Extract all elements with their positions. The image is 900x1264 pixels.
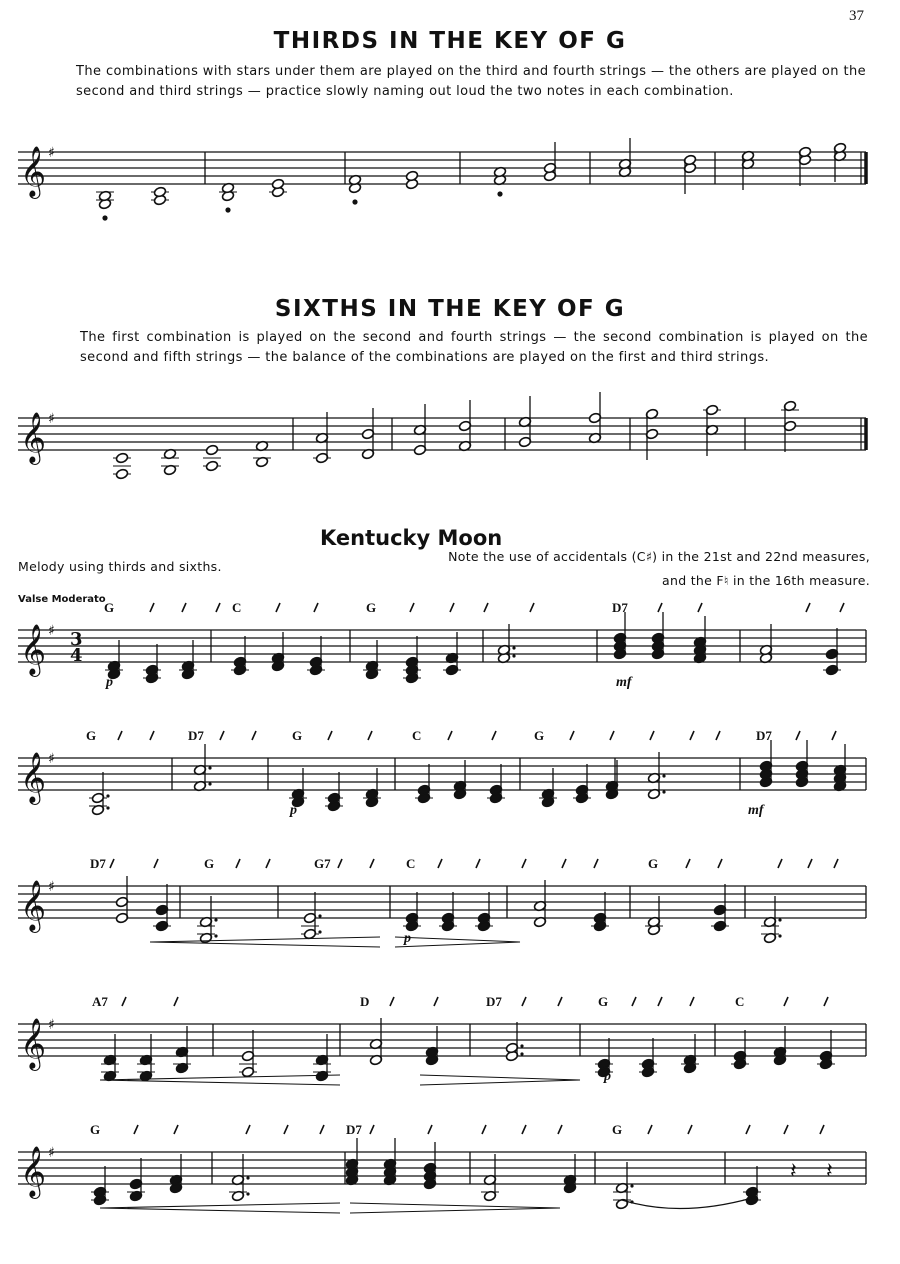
chord-symbol: D7 — [612, 600, 628, 615]
rhythm-slash — [438, 859, 442, 868]
rhythm-slash — [718, 859, 722, 868]
accidentals-note-line2: and the F♮ in the 16th measure. — [662, 573, 870, 588]
key-signature-sharp-icon: ♯ — [48, 751, 55, 767]
treble-clef-icon: 𝄞 — [20, 880, 47, 931]
augmentation-dot — [318, 914, 321, 917]
rhythm-slash — [338, 859, 342, 868]
augmentation-dot — [662, 790, 665, 793]
rhythm-slash — [482, 1125, 486, 1134]
rhythm-slash — [434, 997, 438, 1006]
crescendo-hairpin — [100, 1080, 340, 1085]
rhythm-slash — [530, 603, 534, 612]
augmentation-dot — [630, 1184, 633, 1187]
rhythm-slash — [150, 731, 154, 740]
star-marker — [102, 215, 107, 220]
melody-staff-2 — [0, 728, 900, 842]
song-subtitle: Melody using thirds and sixths. — [18, 559, 222, 574]
melody-staff-1 — [0, 600, 900, 714]
treble-clef-icon: 𝄞 — [20, 624, 47, 675]
chord-symbol: D7 — [756, 728, 772, 743]
rhythm-slash — [236, 859, 240, 868]
rhythm-slash — [320, 1125, 324, 1134]
chord-symbol: G — [292, 728, 303, 743]
rhythm-slash — [820, 1125, 824, 1134]
treble-clef-icon: 𝄞 — [20, 146, 47, 197]
chord-symbol: G — [598, 994, 609, 1009]
tie-slur — [622, 1198, 752, 1209]
rhythm-slash — [276, 603, 280, 612]
rhythm-slash — [522, 859, 526, 868]
decrescendo-hairpin — [420, 1080, 580, 1085]
treble-clef-icon: 𝄞 — [20, 752, 47, 803]
augmentation-dot — [520, 1052, 523, 1055]
rhythm-slash — [154, 859, 158, 868]
rhythm-slash — [122, 997, 126, 1006]
time-signature-denominator: 4 — [70, 645, 83, 666]
chord-symbol: C — [406, 856, 416, 871]
chord-symbol: G — [366, 600, 377, 615]
rhythm-slash — [716, 731, 720, 740]
tempo-marking: Valse Moderato — [18, 594, 106, 605]
rhythm-slash — [650, 731, 654, 740]
rhythm-slash — [686, 859, 690, 868]
note-head — [115, 468, 128, 480]
rhythm-slash — [450, 603, 454, 612]
rhythm-slash — [220, 731, 224, 740]
rhythm-slash — [150, 603, 154, 612]
dynamic-marking: mf — [748, 803, 764, 818]
rhythm-slash — [632, 997, 636, 1006]
augmentation-dot — [318, 930, 321, 933]
rhythm-slash — [698, 603, 702, 612]
chord-symbol: C — [232, 600, 242, 615]
treble-clef-icon: 𝄞 — [20, 412, 47, 463]
rhythm-slash — [690, 731, 694, 740]
dynamic-marking: p — [106, 675, 113, 690]
rhythm-slash — [688, 1125, 692, 1134]
augmentation-dot — [662, 774, 665, 777]
rhythm-slash — [134, 1125, 138, 1134]
chord-symbol: G — [86, 728, 97, 743]
crescendo-hairpin — [100, 1075, 340, 1080]
augmentation-dot — [520, 1044, 523, 1047]
decrescendo-hairpin — [420, 1075, 580, 1080]
quarter-rest-icon: 𝄽 — [790, 1159, 797, 1184]
melody-staff-3 — [0, 856, 900, 970]
decrescendo-hairpin — [350, 1208, 560, 1213]
rhythm-slash — [370, 859, 374, 868]
augmentation-dot — [208, 766, 211, 769]
rhythm-slash — [658, 997, 662, 1006]
rhythm-slash — [410, 603, 414, 612]
rhythm-slash — [784, 1125, 788, 1134]
rhythm-slash — [328, 731, 332, 740]
time-signature-numerator: 3 — [70, 629, 83, 650]
rhythm-slash — [174, 997, 178, 1006]
rhythm-slash — [808, 859, 812, 868]
sixths-staff — [0, 400, 900, 490]
quarter-rest-icon: 𝄽 — [826, 1159, 833, 1184]
key-signature-sharp-icon: ♯ — [48, 411, 55, 427]
rhythm-slash — [570, 731, 574, 740]
rhythm-slash — [648, 1125, 652, 1134]
crescendo-hairpin — [100, 1203, 340, 1208]
rhythm-slash — [796, 731, 800, 740]
treble-clef-icon: 𝄞 — [20, 1146, 47, 1197]
chord-symbol: G — [534, 728, 545, 743]
rhythm-slash — [784, 997, 788, 1006]
rhythm-slash — [832, 731, 836, 740]
chord-symbol: G — [104, 600, 115, 615]
sixths-title: SIXTHS IN THE KEY OF G — [274, 296, 626, 322]
augmentation-dot — [246, 1192, 249, 1195]
note-head — [205, 444, 218, 456]
augmentation-dot — [214, 918, 217, 921]
rhythm-slash — [834, 859, 838, 868]
chord-symbol: D — [360, 994, 370, 1009]
rhythm-slash — [492, 731, 496, 740]
star-marker — [352, 199, 357, 204]
chord-symbol: C — [412, 728, 422, 743]
rhythm-slash — [428, 1125, 432, 1134]
rhythm-slash — [174, 1125, 178, 1134]
augmentation-dot — [778, 918, 781, 921]
rhythm-slash — [522, 1125, 526, 1134]
melody-staff-4 — [0, 994, 900, 1108]
thirds-staff — [0, 136, 900, 226]
star-marker — [225, 207, 230, 212]
dynamic-marking: p — [604, 1069, 611, 1084]
decrescendo-hairpin — [350, 1203, 560, 1208]
chord-symbol: G — [90, 1122, 101, 1137]
chord-symbol: D7 — [188, 728, 204, 743]
chord-symbol: G — [204, 856, 215, 871]
chord-symbol: G7 — [314, 856, 331, 871]
accidentals-note-line1: Note the use of accidentals (C♯) in the 21st and 22nd measures, — [448, 549, 870, 564]
dynamic-marking: mf — [616, 675, 632, 690]
rhythm-slash — [610, 731, 614, 740]
dynamic-marking: p — [290, 803, 297, 818]
augmentation-dot — [208, 782, 211, 785]
thirds-title: THIRDS IN THE KEY OF G — [273, 28, 627, 54]
rhythm-slash — [806, 603, 810, 612]
key-signature-sharp-icon: ♯ — [48, 145, 55, 161]
rhythm-slash — [284, 1125, 288, 1134]
rhythm-slash — [182, 603, 186, 612]
rhythm-slash — [690, 997, 694, 1006]
dynamic-marking: p — [404, 931, 411, 946]
page-number: 37 — [849, 8, 864, 24]
rhythm-slash — [252, 731, 256, 740]
decrescendo-hairpin — [395, 937, 520, 942]
star-marker — [497, 191, 502, 196]
rhythm-slash — [476, 859, 480, 868]
augmentation-dot — [512, 654, 515, 657]
crescendo-hairpin — [150, 942, 380, 947]
rhythm-slash — [558, 1125, 562, 1134]
sixths-instructions: The first combination is played on the second and fourth strings — the second combination is played on the second and fifth strings — the balance of the combinations are played on the first and third strings. — [80, 330, 868, 365]
rhythm-slash — [824, 997, 828, 1006]
rhythm-slash — [118, 731, 122, 740]
decrescendo-hairpin — [395, 942, 520, 947]
note-head — [115, 452, 128, 464]
thirds-instructions: The combinations with stars under them are played on the third and fourth strings — the others are played on the second and third strings — practice slowly naming out loud the two notes in each combination. — [76, 64, 866, 99]
chord-symbol: D7 — [90, 856, 106, 871]
rhythm-slash — [778, 859, 782, 868]
rhythm-slash — [266, 859, 270, 868]
chord-symbol: D7 — [346, 1122, 362, 1137]
chord-symbol: D7 — [486, 994, 502, 1009]
rhythm-slash — [314, 603, 318, 612]
rhythm-slash — [246, 1125, 250, 1134]
crescendo-hairpin — [100, 1208, 340, 1213]
rhythm-slash — [840, 603, 844, 612]
augmentation-dot — [106, 794, 109, 797]
chord-symbol: C — [735, 994, 745, 1009]
rhythm-slash — [562, 859, 566, 868]
augmentation-dot — [246, 1176, 249, 1179]
crescendo-hairpin — [150, 937, 380, 942]
rhythm-slash — [522, 997, 526, 1006]
rhythm-slash — [370, 1125, 374, 1134]
song-title: Kentucky Moon — [320, 526, 503, 550]
rhythm-slash — [368, 731, 372, 740]
chord-symbol: G — [612, 1122, 623, 1137]
treble-clef-icon: 𝄞 — [20, 1018, 47, 1069]
note-head — [205, 460, 218, 472]
rhythm-slash — [448, 731, 452, 740]
rhythm-slash — [110, 859, 114, 868]
rhythm-slash — [558, 997, 562, 1006]
key-signature-sharp-icon: ♯ — [48, 879, 55, 895]
melody-staff-5 — [0, 1122, 900, 1236]
augmentation-dot — [778, 934, 781, 937]
chord-symbol: G — [648, 856, 659, 871]
rhythm-slash — [390, 997, 394, 1006]
key-signature-sharp-icon: ♯ — [48, 623, 55, 639]
rhythm-slash — [216, 603, 220, 612]
augmentation-dot — [214, 934, 217, 937]
key-signature-sharp-icon: ♯ — [48, 1145, 55, 1161]
rhythm-slash — [484, 603, 488, 612]
augmentation-dot — [106, 806, 109, 809]
augmentation-dot — [512, 646, 515, 649]
rhythm-slash — [746, 1125, 750, 1134]
chord-symbol: A7 — [92, 994, 108, 1009]
rhythm-slash — [658, 603, 662, 612]
rhythm-slash — [594, 859, 598, 868]
key-signature-sharp-icon: ♯ — [48, 1017, 55, 1033]
